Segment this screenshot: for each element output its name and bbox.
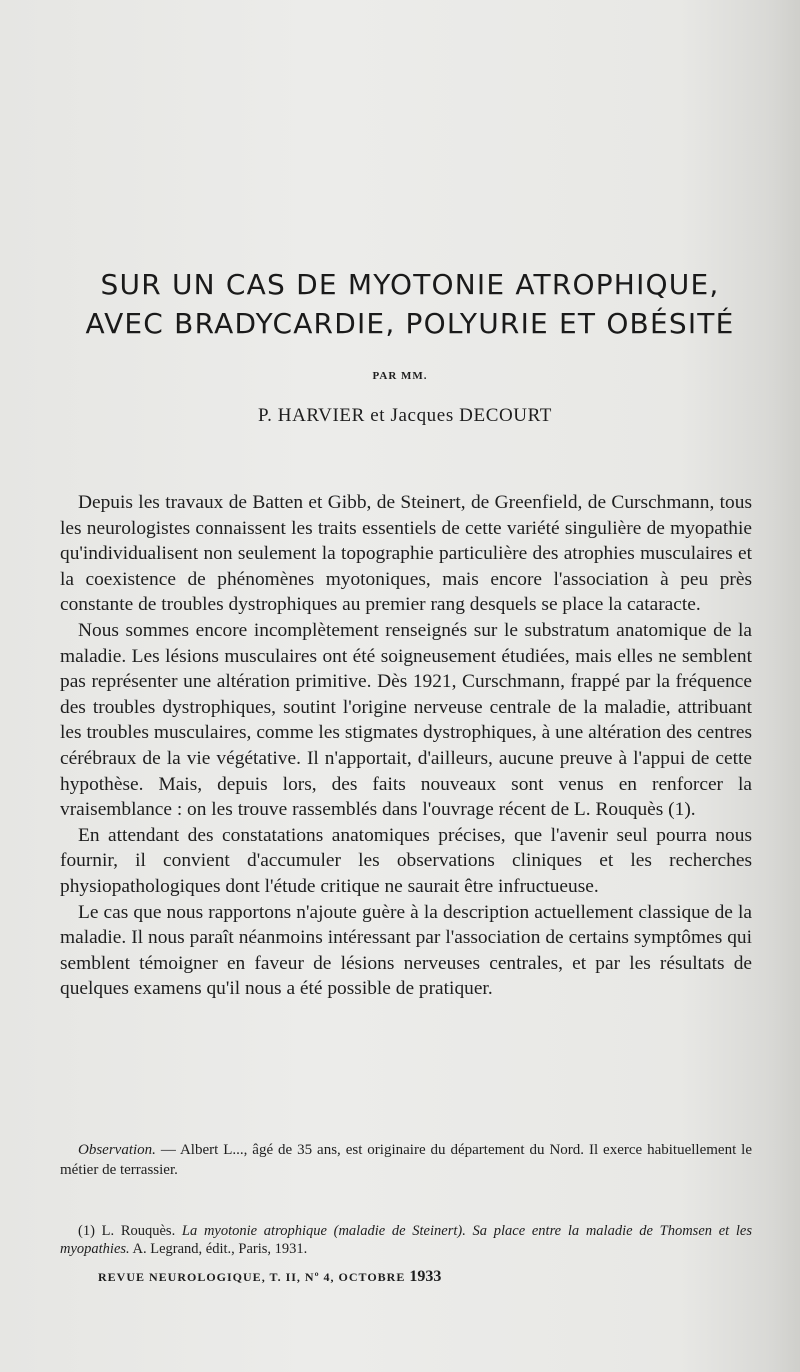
paragraph: En attendant des constatations anatomiques précises, que l'avenir seul pourra nous fournir, il convient d'accumuler les observations cliniques et les recherches physiopathologiques dont l'étude critique ne saurait être infructueuse. [60, 824, 752, 897]
footnote [60, 1222, 752, 1258]
article-body [60, 490, 752, 1002]
observation [60, 1140, 752, 1180]
byline-par: PAR MM. [372, 370, 428, 382]
running-footer [98, 1268, 441, 1286]
observation-lead: Observation. [78, 1142, 156, 1158]
authors: P. HARVIER et Jacques DECOURT [258, 405, 552, 426]
paragraph: Le cas que nous rapportons n'ajoute guère à la description actuellement classique de la maladie. Il nous paraît néanmoins intéressant par l'association de certains symptômes qui semblent témoigner en faveur de lésions nerveuses centrales, et par les résultats de quelques examens qu'il nous a été possible de pratiquer. [60, 901, 752, 1000]
footnote-title: La myotonie atrophique (maladie de Steinert). Sa place entre la maladie de Thomsen et les myopathies. [60, 1223, 753, 1257]
footnote-publisher: A. Legrand, édit., Paris, 1931. [129, 1241, 308, 1257]
article-title-line-1: SUR UN CAS DE MYOTONIE ATROPHIQUE, [100, 268, 720, 301]
article-title-line-2: AVEC BRADYCARDIE, POLYURIE ET OBÉSITÉ [85, 307, 735, 340]
journal-year: 1933 [409, 1268, 442, 1285]
footnote-marker: (1) L. Rouquès. [78, 1223, 176, 1239]
paragraph: Depuis les travaux de Batten et Gibb, de Steinert, de Greenfield, de Curschmann, tous les neurologistes connaissent les traits essentiels de cette variété singulière de myopathie qu'individualisent non seulement la topographie particulière des atrophies musculaires et la coexistence de phénomènes myotoniques, mais encore l'association à peu près constante de troubles dystrophiques au premier rang desquels se place la cataracte. [60, 492, 752, 616]
observation-text: — Albert L..., âgé de 35 ans, est originaire du département du Nord. Il exerce habituellement le métier de terrassier. [60, 1142, 752, 1178]
journal-reference: REVUE NEUROLOGIQUE, T. II, Nº 4, OCTOBRE [98, 1270, 406, 1284]
paragraph: Nous sommes encore incomplètement renseignés sur le substratum anatomique de la maladie. Les lésions musculaires ont été soigneusement étudiées, mais elles ne semblent pas représenter une altération primitive. Dès 1921, Curschmann, frappé par la fréquence des troubles dystrophiques, soutint l'origine nerveuse centrale de la maladie, attribuant les troubles musculaires, comme les stigmates dystrophiques, à une altération des centres cérébraux de la vie végétative. Il n'apportait, d'ailleurs, aucune preuve à l'appui de cette hypothèse. Mais, depuis lors, des faits nouveaux sont venus en renforcer la vraisemblance : on les trouve rassemblés dans l'ouvrage récent de L. Rouquès (1). [60, 619, 752, 821]
